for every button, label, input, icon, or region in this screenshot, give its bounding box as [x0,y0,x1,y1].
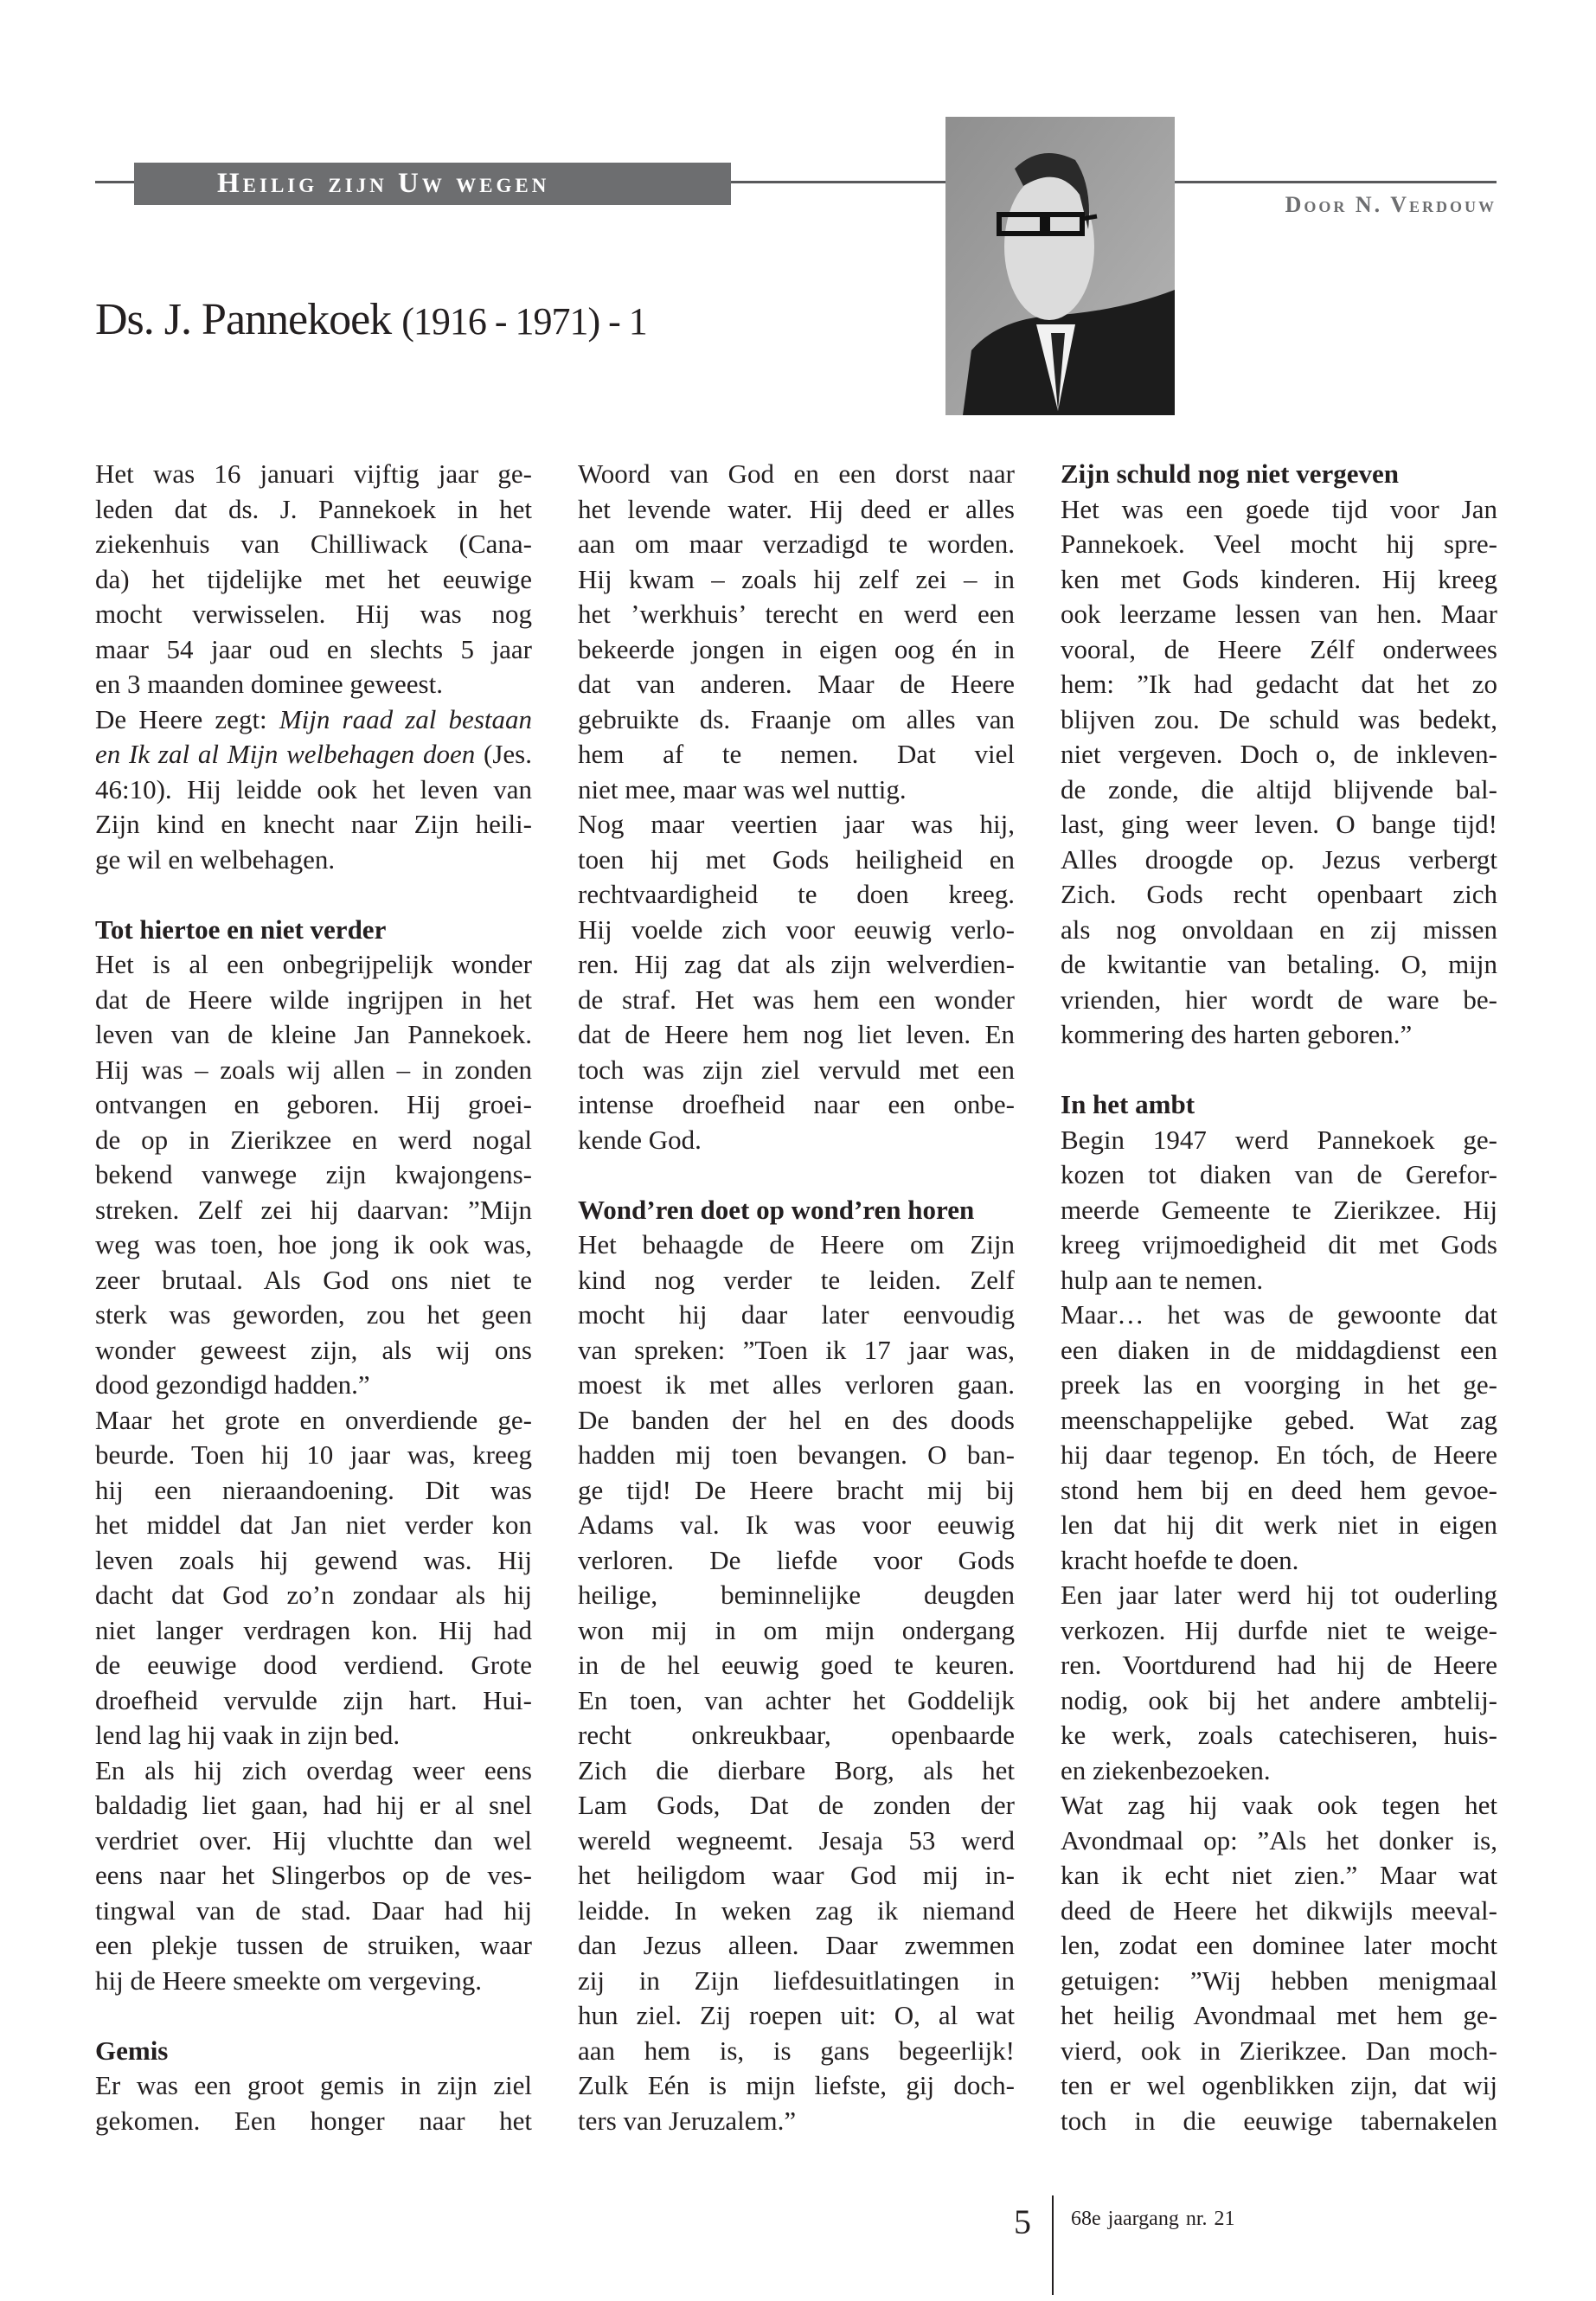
text-line: hem af te nemen. Dat viel [578,739,1015,769]
text-line: blijven zou. De schuld was bedekt, [1061,703,1497,734]
paragraph-gap [578,1157,1015,1193]
section-heading: Tot hiertoe en niet verder [95,913,387,945]
portrait-photo [945,117,1175,415]
text-line: Het was 16 januari vijftig jaar ge- [95,458,532,489]
text-line: En toen, van achter het Goddelijk [578,1684,1015,1715]
text-line: eens naar het Slingerbos op de ves- [95,1860,532,1890]
text-line: zeer brutaal. Als God ons niet te [95,1264,532,1295]
text-line: getuigen: ”Wij hebben menigmaal [1061,1965,1497,1996]
text-line: wereld wegneemt. Jesaja 53 werd [578,1824,1015,1856]
paragraph [95,457,532,702]
text-line: Zich. Gods recht openbaart zich [1061,879,1497,909]
text-line: ge tijd! De Heere bracht mij bij [578,1474,1015,1505]
text-line: gebruikte ds. Fraanje om alles van [578,703,1015,734]
section-heading: Gemis [95,2035,169,2066]
text-line: moest ik met alles verloren gaan. [578,1369,1015,1400]
text-line: hij de Heere smeekte om vergeving. [95,1965,483,1996]
paragraph [95,702,532,878]
text-line: ken met Gods kinderen. Hij kreeg [1061,563,1497,594]
article-title [95,294,647,345]
text-line: en 3 maanden dominee geweest. [95,669,443,699]
paragraph-gap [95,877,532,913]
text-line: leden dat ds. J. Pannekoek in het [95,493,532,524]
text-line: hij een nieraandoening. Dit was [95,1474,532,1505]
text-line: kan ik echt niet zien.” Maar wat [1061,1860,1497,1890]
text-line: vierd, ook in Zierikzee. Dan moch- [1061,2035,1497,2066]
text-line: deed de Heere het dikwijls meeval- [1061,1894,1497,1926]
text-segment: (Jes. [475,739,532,769]
text-line: len, zodat een dominee later mocht [1061,1930,1497,1960]
text-line: En als hij zich overdag weer eens [95,1754,532,1785]
text-line: kommering des harten geboren.” [1061,1019,1413,1049]
text-line: meenschappelijke gebed. Wat zag [1061,1404,1497,1435]
text-line: stond hem bij en deed hem gevoe- [1061,1474,1497,1505]
text-line: hadden mij toen bevangen. O ban- [578,1439,1015,1470]
text-line: 46:10). Hij leidde ook het leven van [95,773,532,804]
paragraph [1061,1788,1497,2138]
text-line: toen hij met Gods heiligheid en [578,843,1015,875]
section-heading: Wond’ren doet op wond’ren horen [578,1194,975,1225]
text-line: Adams val. Ik was voor eeuwig [578,1509,1015,1540]
paragraph [1061,1578,1497,1788]
paragraph [1061,1298,1497,1578]
paragraph [95,947,532,1403]
paragraph-gap [1061,1053,1497,1088]
text-line: kreeg vrijmoedigheid dit met Gods [1061,1229,1497,1259]
text-line: verdriet over. Hij vluchtte dan wel [95,1824,532,1856]
text-line: gekomen. Een honger naar het [95,2105,532,2136]
title-years: (1916 - 1971) - 1 [401,300,647,343]
text-line: niet mee, maar was wel nuttig. [578,773,907,804]
text-line: het middel dat Jan niet verder kon [95,1509,532,1540]
text-line: het levende water. Hij deed er alles [578,493,1015,524]
text-line: niet vergeven. Doch o, de inkleven- [1061,739,1497,769]
text-line: dan Jezus alleen. Daar zwemmen [578,1930,1015,1960]
text-line: een diaken in de middagdienst een [1061,1334,1497,1365]
text-line: Maar… het was de gewoonte dat [1061,1299,1497,1330]
text-line: maar 54 jaar oud en slechts 5 jaar [95,633,532,664]
text-line: dat de Heere wilde ingrijpen in het [95,984,532,1015]
text-line: rechtvaardigheid te doen kreeg. [578,879,1015,909]
text-line: zij in Zijn liefdesuitlatingen in [578,1965,1015,1996]
text-line: dat de Heere hem nog liet leven. En [578,1019,1015,1049]
text-line: nodig, ook bij het andere ambtelij- [1061,1684,1497,1715]
text-line: intense droefheid naar een onbe- [578,1089,1015,1119]
text-line: ren. Voortdurend had hij de Heere [1061,1650,1497,1680]
text-line: het heiligdom waar God mij in- [578,1860,1015,1890]
text-line: de op in Zierikzee en werd nogal [95,1124,532,1155]
italic-quote: Mijn raad zal bestaan [279,703,532,734]
paragraph [1061,1123,1497,1298]
text-line: een plekje tussen de struiken, waar [95,1930,532,1960]
text-line: Nog maar veertien jaar was hij, [578,809,1015,839]
text-line: wonder geweest zijn, als wij ons [95,1334,532,1365]
text-line: Begin 1947 werd Pannekoek ge- [1061,1124,1497,1155]
paragraph [578,807,1015,1157]
text-line: Het was een goede tijd voor Jan [1061,493,1497,524]
text-line: leidde. In weken zag ik niemand [578,1894,1015,1926]
text-line: Wat zag hij vaak ook tegen het [1061,1790,1497,1820]
text-line: ters van Jeruzalem.” [578,2105,797,2136]
paragraph [578,457,1015,807]
text-line: hulp aan te nemen. [1061,1264,1264,1295]
text-line: ontvangen en geboren. Hij groei- [95,1089,532,1119]
title-name: Ds. J. Pannekoek [95,295,392,344]
text-line: Avondmaal op: ”Als het donker is, [1061,1824,1497,1856]
text-line [95,737,532,772]
footer-divider [1052,2195,1054,2295]
text-line: het heilig Avondmaal met hem ge- [1061,2000,1497,2030]
text-line: verloren. De liefde voor Gods [578,1544,1015,1575]
text-line: de zonde, die altijd blijvende bal- [1061,773,1497,804]
text-line: ziekenhuis van Chilliwack (Cana- [95,529,532,559]
text-line: Er was een groot gemis in zijn ziel [95,2070,532,2100]
text-line: len dat hij dit werk niet in eigen [1061,1509,1497,1540]
text-line: in de hel eeuwig goed te keuren. [578,1650,1015,1680]
paragraph-gap [95,1998,532,2034]
text-segment: De Heere zegt: [95,703,279,734]
text-line: ge wil en welbehagen. [95,843,336,875]
text-line: weg was toen, hoe jong ik ook was, [95,1229,532,1259]
text-line: ten er wel ogenblikken zijn, dat wij [1061,2070,1497,2100]
paragraph [578,1227,1015,2138]
text-line: droefheid vervulde zijn hart. Hui- [95,1684,532,1715]
text-line: aan om maar verzadigd te worden. [578,529,1015,559]
paragraph [95,2068,532,2138]
text-line: Maar het grote en onverdiende ge- [95,1404,532,1435]
issue-info: 68e jaargang nr. 21 [1071,2208,1235,2230]
text-line: toch was zijn ziel vervuld met een [578,1054,1015,1085]
text-line: vooral, de Heere Zélf onderwees [1061,633,1497,664]
text-line: van spreken: ”Toen ik 17 jaar was, [578,1334,1015,1365]
text-line: de kwitantie van betaling. O, mijn [1061,949,1497,979]
text-line: last, ging weer leven. O bange tijd! [1061,809,1497,839]
paragraph [95,1753,532,1999]
text-line: Hij voelde zich voor eeuwig verlo- [578,913,1015,945]
text-line: Hij kwam – zoals hij zelf zei – in [578,563,1015,594]
byline: Door N. Verdouw [1285,192,1497,217]
section-heading: In het ambt [1061,1089,1195,1119]
column-3 [1061,457,1497,2138]
text-line: niet langer verdragen kon. Hij had [95,1614,532,1645]
paragraph [95,1403,532,1753]
text-line: hij daar tegenop. En tóch, de Heere [1061,1439,1497,1470]
paragraph [1061,492,1497,1053]
text-line: toch in die eeuwige tabernakelen [1061,2105,1497,2136]
text-line: bekeerde jongen in eigen oog én in [578,633,1015,664]
text-line: De banden der hel en des doods [578,1404,1015,1435]
text-line: kozen tot diaken van de Gerefor- [1061,1159,1497,1189]
text-line: de straf. Het was hem een wonder [578,984,1015,1015]
text-line: dacht dat God zo’n zondaar als hij [95,1580,532,1610]
text-line: Lam Gods, Dat de zonden der [578,1790,1015,1820]
text-line: streken. Zelf zei hij daarvan: ”Mijn [95,1194,532,1225]
text-line: beurde. Toen hij 10 jaar was, kreeg [95,1439,532,1470]
text-line: dood gezondigd hadden.” [95,1369,370,1400]
text-line: Zijn kind en knecht naar Zijn heili- [95,809,532,839]
italic-quote: en Ik zal al Mijn welbehagen doen [95,739,476,769]
text-line: tingwal van de stad. Daar had hij [95,1894,532,1926]
text-line: kind nog verder te leiden. Zelf [578,1264,1015,1295]
text-line: kende God. [578,1124,702,1155]
text-line: als nog onvoldaan en zij missen [1061,913,1497,945]
text-line: preek las en voorging in het ge- [1061,1369,1497,1400]
text-line [95,702,532,738]
text-line: leven van de kleine Jan Pannekoek. [95,1019,532,1049]
text-line: Een jaar later werd hij tot ouderling [1061,1580,1497,1610]
text-line: mocht verwisselen. Hij was nog [95,599,532,629]
text-line: het ’werkhuis’ terecht en werd een [578,599,1015,629]
page-number: 5 [1014,2202,1031,2241]
text-line: hun ziel. Zij roepen uit: O, al wat [578,2000,1015,2030]
text-line: Alles droogde op. Jezus verbergt [1061,843,1497,875]
text-line: vrienden, hier wordt de ware be- [1061,984,1497,1015]
column-1 [95,457,532,2138]
text-line: recht onkreukbaar, openbaarde [578,1720,1015,1750]
text-line: Zulk Eén is mijn liefste, gij doch- [578,2070,1015,2100]
text-line: en ziekenbezoeken. [1061,1754,1271,1785]
text-line: dat van anderen. Maar de Heere [578,669,1015,699]
text-line: Woord van God en een dorst naar [578,458,1015,489]
text-line: Het is al een onbegrijpelijk wonder [95,949,532,979]
portrait-image [945,117,1175,415]
text-line: Pannekoek. Veel mocht hij spre- [1061,529,1497,559]
text-line: ke werk, zoals catechiseren, huis- [1061,1720,1497,1750]
text-line: verkozen. Hij durfde niet te weige- [1061,1614,1497,1645]
section-heading: Zijn schuld nog niet vergeven [1061,458,1399,489]
text-line: ren. Hij zag dat als zijn welverdien- [578,949,1015,979]
text-line: baldadig liet gaan, had hij er al snel [95,1790,532,1820]
text-line: mocht hij daar later eenvoudig [578,1299,1015,1330]
text-line: Zich die dierbare Borg, als het [578,1754,1015,1785]
text-line: Het behaagde de Heere om Zijn [578,1229,1015,1259]
text-line: heilige, beminnelijke deugden [578,1580,1015,1610]
column-2 [578,457,1015,2138]
text-line: ook leerzame lessen van hen. Maar [1061,599,1497,629]
text-line: de eeuwige dood verdiend. Grote [95,1650,532,1680]
text-line: bekend vanwege zijn kwajongens- [95,1159,532,1189]
text-line: lend lag hij vaak in zijn bed. [95,1720,401,1750]
text-line: aan hem is, is gans begeerlijk! [578,2035,1015,2066]
text-line: meerde Gemeente te Zierikzee. Hij [1061,1194,1497,1225]
series-banner: Heilig zijn Uw wegen [134,163,731,205]
text-line: hem: ”Ik had gedacht dat het zo [1061,669,1497,699]
text-line: Hij was – zoals wij allen – in zonden [95,1054,532,1085]
text-line: won mij in om mijn ondergang [578,1614,1015,1645]
text-line: sterk was geworden, zou het geen [95,1299,532,1330]
text-line: leven zoals hij gewend was. Hij [95,1544,532,1575]
text-line: kracht hoefde te doen. [1061,1544,1299,1575]
text-line: da) het tijdelijke met het eeuwige [95,563,532,594]
